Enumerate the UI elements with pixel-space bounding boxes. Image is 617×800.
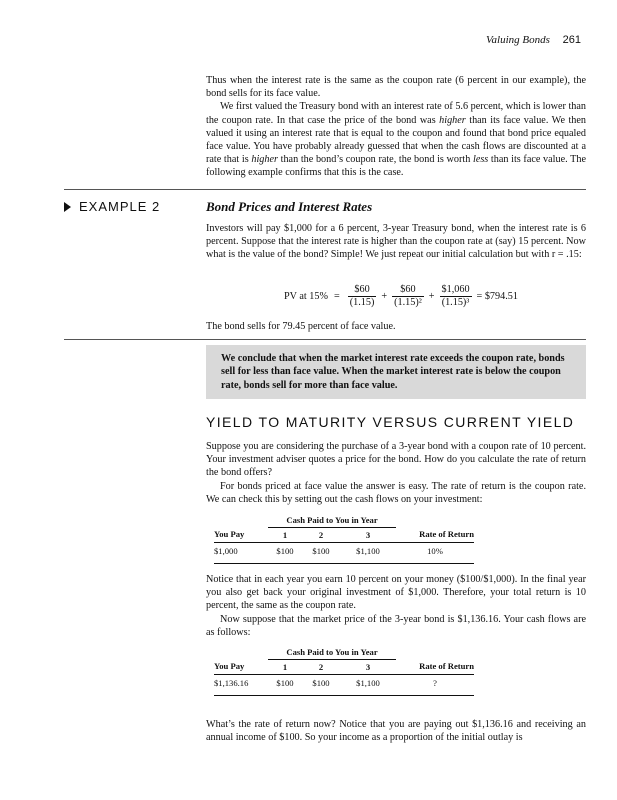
fraction-term-1: $\frac{\$60}{(1.15)}$ [349,284,375,308]
table-header: You Pay [214,529,245,540]
table-group-header: Cash Paid to You in Year [268,514,396,527]
table-cell: $100 [268,542,302,559]
example-text: Investors will pay $1,000 for a 6 percent, 3-year Treasury bond, when the interest rate is 6 percent. Suppose that the interest rate is higher than the coupon rate at (say) 15 percent. Now what is the value of the bond? Simple! We just repeat our initial calculation but with r = .15: [206,223,586,261]
intro-paragraphs [206,74,586,180]
pv-equation [284,284,518,309]
table-cell: ? [396,674,474,691]
paragraph: Notice that in each year you earn 10 percent on your money ($100/$1,000). In the final year you also get back your original investment of $1,000. Therefore, your total return is 10 percent, the same as the coupon rate. [206,574,586,612]
table-header: Rate of Return [419,529,474,540]
running-head: Valuing Bonds [486,34,550,46]
running-header [486,34,581,46]
key-point-callout [206,345,586,399]
section-heading: YIELD TO MATURITY VERSUS CURRENT YIELD [206,414,575,430]
table-cell: $1,100 [340,674,396,691]
table-row [214,542,474,559]
equation-result: = $794.51 [476,291,518,302]
paragraph: For bonds priced at face value the answer is easy. The rate of return is the coupon rate. We can check this by setting out the cash flows on your investment: [206,480,586,505]
table-cell: $1,136.16 [214,674,268,691]
table-cell: $100 [302,674,340,691]
plus-sign: + [381,291,388,302]
example-conclusion-block [206,320,586,333]
equation-equals: = [333,291,340,302]
table-header: 1 [282,661,288,672]
table-cell: $100 [268,674,302,691]
cash-flow-table-1 [214,514,474,564]
table-cell: $100 [302,542,340,559]
table-header: You Pay [214,661,245,672]
section-divider [64,339,586,340]
section-paragraphs-continued [206,573,586,639]
table-group-header: Cash Paid to You in Year [268,646,396,659]
cash-flow-table-2 [214,646,474,696]
fraction-term-3: $\frac{\$1,060}{\text{(1.15)³}}$ [441,284,470,308]
triangle-icon [64,202,71,212]
table-header: 2 [318,661,324,672]
equation-lhs: PV at 15% [284,291,328,302]
plus-sign: + [428,291,435,302]
table-cell: 10% [396,542,474,559]
callout-text: We conclude that when the market interest rate exceeds the coupon rate, bonds sell for less than face value. When the market interest rate is below the coupon rate, bonds sell for more than face value. [221,353,565,391]
table-cell: $1,000 [214,542,268,559]
table-header: 2 [318,529,324,540]
page-number: 261 [562,34,581,46]
fraction-term-2: $\frac{\$60}{\text{(1.15)²}}$ [394,284,422,308]
final-paragraph-block [206,718,586,744]
paragraph: Now suppose that the market price of the 3-year bond is $1,136.16. Your cash flows are as follows: [206,613,586,638]
table-cell: $1,100 [340,542,396,559]
table-header: 3 [365,529,371,540]
example-title: Bond Prices and Interest Rates [206,199,373,214]
paragraph: What’s the rate of return now? Notice that you are paying out $1,136.16 and receiving an annual income of $100. So your income as a proportion of the initial outlay is [206,719,586,744]
example-conclusion: The bond sells for 79.45 percent of face value. [206,321,396,332]
table-header: Rate of Return [419,661,474,672]
example-text-block [206,222,586,262]
table-row [214,674,474,691]
paragraph: Thus when the interest rate is the same as the coupon rate (6 percent in our example), the bond sells for its face value. [206,75,586,100]
table-header: 1 [282,529,288,540]
paragraph: Suppose you are considering the purchase of a 3-year bond with a coupon rate of 10 percent. Your investment adviser quotes a price for the bond. How do you calculate the rate of return the bond offers? [206,441,586,479]
table-header: 3 [365,661,371,672]
section-paragraphs [206,440,586,506]
section-divider [64,189,586,190]
paragraph: We first valued the Treasury bond with an interest rate of 5.6 percent, which is lower than the coupon rate. In that case the price of the bond was higher than its face value. We then valued it using an interest rate that is equal to the coupon and found that bond price equaled face value. You have probably already guessed that when the cash flows are discounted at a rate that is higher than the bond’s coupon rate, the bond is worth less than its face value. The following example confirms that this is the case. [206,101,586,179]
example-label: EXAMPLE 2 [64,199,160,214]
